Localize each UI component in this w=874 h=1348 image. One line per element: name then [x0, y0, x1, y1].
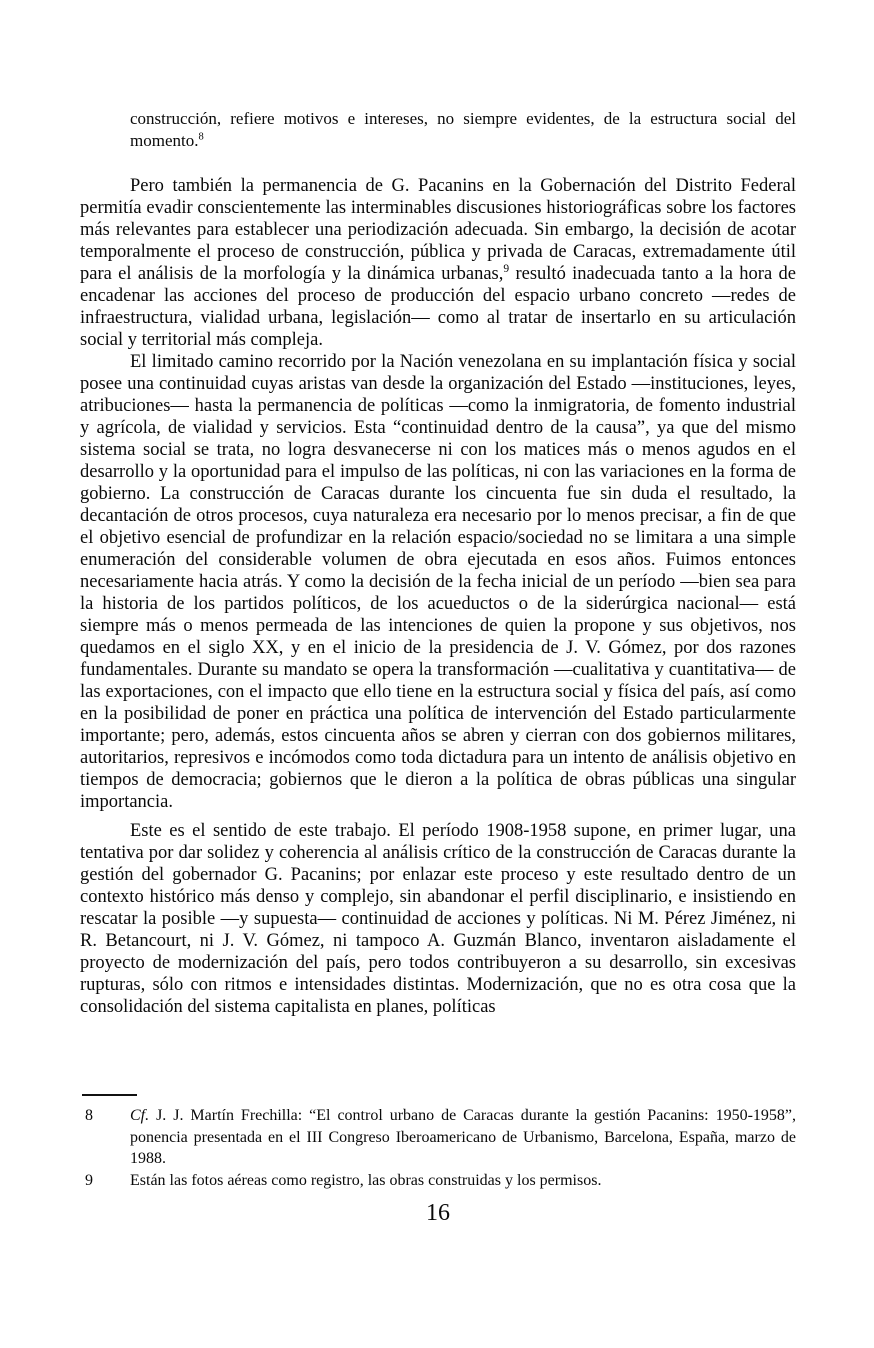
footnote-8: [80, 1105, 796, 1170]
paragraph-1: [80, 175, 796, 351]
quote-continuation-text: construcción, refiere motivos e intereses, no siempre evidentes, de la estructura social del momento.: [130, 109, 796, 150]
quote-continuation: [80, 108, 796, 152]
footnote-9-text: Están las fotos aéreas como registro, las obras construidas y los permisos.: [130, 1171, 602, 1189]
footnote-8-number: 8: [85, 1107, 93, 1124]
footnotes-section: [80, 1094, 796, 1191]
paragraph-1-text-continued: resultó inadecuada tanto a la hora de encadenar las acciones del proceso de producción del espacio urbano concreto —redes de infraestructura, vialidad urbana, legislación— como al tratar de insertarlo en su articulación social y territorial más compleja.: [80, 264, 796, 350]
footnote-8-cf-italic: Cf.: [130, 1107, 150, 1124]
text-block: [80, 108, 796, 1018]
page-number: 16: [426, 1200, 450, 1226]
footnote-ref-9: 9: [503, 262, 510, 275]
paragraph-3: Este es el sentido de este trabajo. El período 1908-1958 supone, en primer lugar, una tentativa por dar solidez y coherencia al análisis crítico de la construcción de Caracas durante la gestión del gobernador G. Pacanins; por enlazar este proceso y este resultado dentro de un contexto histórico más denso y complejo, sin abandonar el perfil disciplinario, e insistiendo en rescatar la posible —y supuesta— continuidad de acciones y políticas. Ni M. Pérez Jiménez, ni R. Betancourt, ni J. V. Gómez, ni tampoco A. Guzmán Blanco, inventaron aisladamente el proyecto de modernización del país, pero todos contribuyeron a su desarrollo, sin excesivas rupturas, sólo con ritmos e intensidades distintas. Modernización, que no es otra cosa que la consolidación del sistema capitalista en planes, políticas: [80, 821, 796, 1017]
footnote-separator-rule: [82, 1094, 137, 1096]
paragraph-2: El limitado camino recorrido por la Nación venezolana en su implantación física y social posee una continuidad cuyas aristas van desde la organización del Estado —instituciones, leyes, atribuciones— hasta la permanencia de políticas —como la inmigratoria, de fomento industrial y agrícola, de vialidad y servicios. Esta “continuidad dentro de la causa”, ya que del mismo sistema social se trata, no logra desvanecerse ni con los matices más o menos agudos en el desarrollo y la oportunidad para el impulso de las políticas, ni con las variaciones en la forma de gobierno. La construcción de Caracas durante los cincuenta fue sin duda el resultado, la decantación de otros procesos, cuya naturaleza era necesario por lo menos precisar, a fin de que el objetivo esencial de profundizar en la relación espacio/sociedad no se limitara a una simple enumeración del considerable volumen de obra ejecutada en esos años. Fuimos entonces necesariamente hacia atrás. Y como la decisión de la fecha inicial de un período —bien sea para la historia de los partidos políticos, de los acueductos o de la siderúrgica nacional— está siempre más o menos permeada de las intenciones de quien la propone y sus objetivos, nos quedamos en el siglo XX, y en el inicio de la presidencia de J. V. Gómez, por dos razones fundamentales. Durante su mandato se opera la transformación —cualitativa y cuantitativa— de las exportaciones, con el impacto que ello tiene en la estructura social y física del país, así como en la posibilidad de poner en práctica una política de intervención del Estado particularmente importante; pero, además, estos cincuenta años se abren y cierran con dos gobiernos militares, autoritarios, represivos e incómodos como toda dictadura para un intento de análisis objetivo en tiempos de democracia; gobiernos que le dieron a la política de obras públicas una singular importancia.: [80, 352, 796, 812]
footnote-9-number: 9: [85, 1171, 93, 1189]
footnote-9: [80, 1170, 796, 1192]
paragraph-1-text: Pero también la permanencia de G. Pacanins en la Gobernación del Distrito Federal permitía evadir conscientemente las interminables discusiones historiográficas sobre los factores más relevantes para establecer una periodización adecuada. Sin embargo, la decisión de acotar temporalmente el proceso de construcción, pública y privada de Caracas, extremadamente útil para el análisis de la morfología y la dinámica urbanas,: [80, 176, 796, 284]
footnote-ref-8: 8: [198, 131, 204, 143]
footnote-8-text: [130, 1107, 796, 1167]
footnote-8-body: J. J. Martín Frechilla: “El control urbano de Caracas durante la gestión Pacanins: 1950-1958”, ponencia presentada en el III Congreso Iberoamericano de Urbanismo, Barcelona, España, marzo de 1988.: [130, 1107, 796, 1167]
